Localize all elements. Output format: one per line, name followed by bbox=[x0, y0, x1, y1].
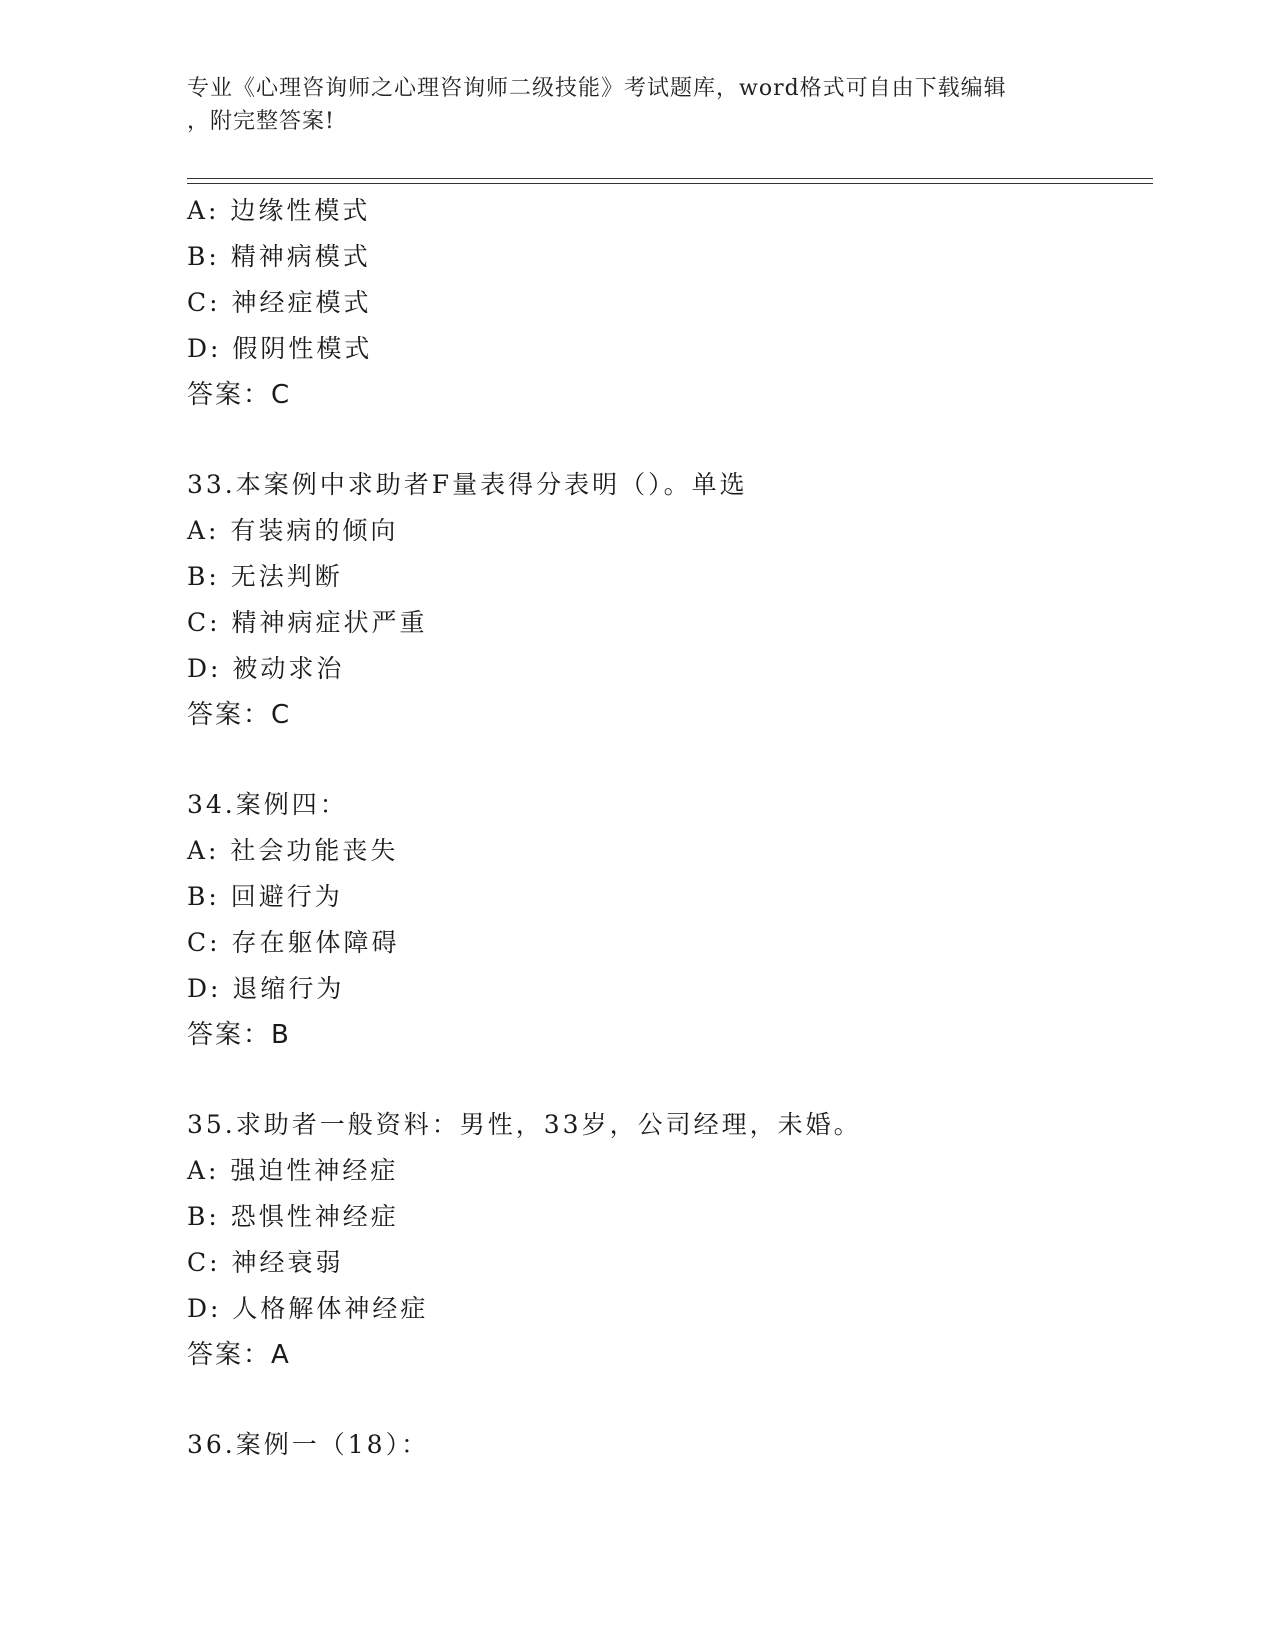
option-d: D: 人格解体神经症 bbox=[187, 1294, 429, 1323]
option-c: C: 神经衰弱 bbox=[187, 1248, 344, 1277]
question-block bbox=[187, 462, 1147, 738]
question-block bbox=[187, 782, 1147, 1058]
option-c: C: 精神病症状严重 bbox=[187, 608, 428, 637]
header-line-1: 专业《心理咨询师之心理咨询师二级技能》考试题库，word格式可自由下载编辑 bbox=[187, 76, 1007, 101]
option-a: A: 有装病的倾向 bbox=[187, 516, 399, 545]
option-b: B: 回避行为 bbox=[187, 882, 343, 911]
answer-line: 答案：A bbox=[187, 1340, 291, 1370]
answer-line: 答案：C bbox=[187, 380, 292, 410]
option-b: B: 无法判断 bbox=[187, 562, 343, 591]
question-list bbox=[187, 188, 1147, 1468]
answer-line: 答案：C bbox=[187, 700, 292, 730]
question-block bbox=[187, 1102, 1147, 1378]
option-b: B: 恐惧性神经症 bbox=[187, 1202, 399, 1231]
option-a: A: 边缘性模式 bbox=[187, 196, 371, 225]
option-d: D: 被动求治 bbox=[187, 654, 345, 683]
answer-line: 答案：B bbox=[187, 1020, 291, 1050]
header-rule-bottom bbox=[187, 183, 1153, 184]
question-text: 34.案例四： bbox=[187, 790, 348, 819]
question-block bbox=[187, 1422, 1147, 1468]
header-line-2: ，附完整答案! bbox=[187, 109, 335, 134]
option-a: A: 强迫性神经症 bbox=[187, 1156, 399, 1185]
question-block bbox=[187, 188, 1147, 418]
option-d: D: 退缩行为 bbox=[187, 974, 345, 1003]
option-d: D: 假阴性模式 bbox=[187, 334, 373, 363]
question-text: 35.求助者一般资料：男性，33岁，公司经理，未婚。 bbox=[187, 1110, 862, 1139]
option-c: C: 存在躯体障碍 bbox=[187, 928, 400, 957]
question-text: 36.案例一（18）： bbox=[187, 1430, 430, 1459]
option-a: A: 社会功能丧失 bbox=[187, 836, 399, 865]
option-c: C: 神经症模式 bbox=[187, 288, 372, 317]
option-b: B: 精神病模式 bbox=[187, 242, 371, 271]
header-rule-top bbox=[187, 178, 1153, 179]
question-text: 33.本案例中求助者F量表得分表明（）。单选 bbox=[187, 470, 748, 499]
document-header bbox=[187, 72, 1067, 138]
